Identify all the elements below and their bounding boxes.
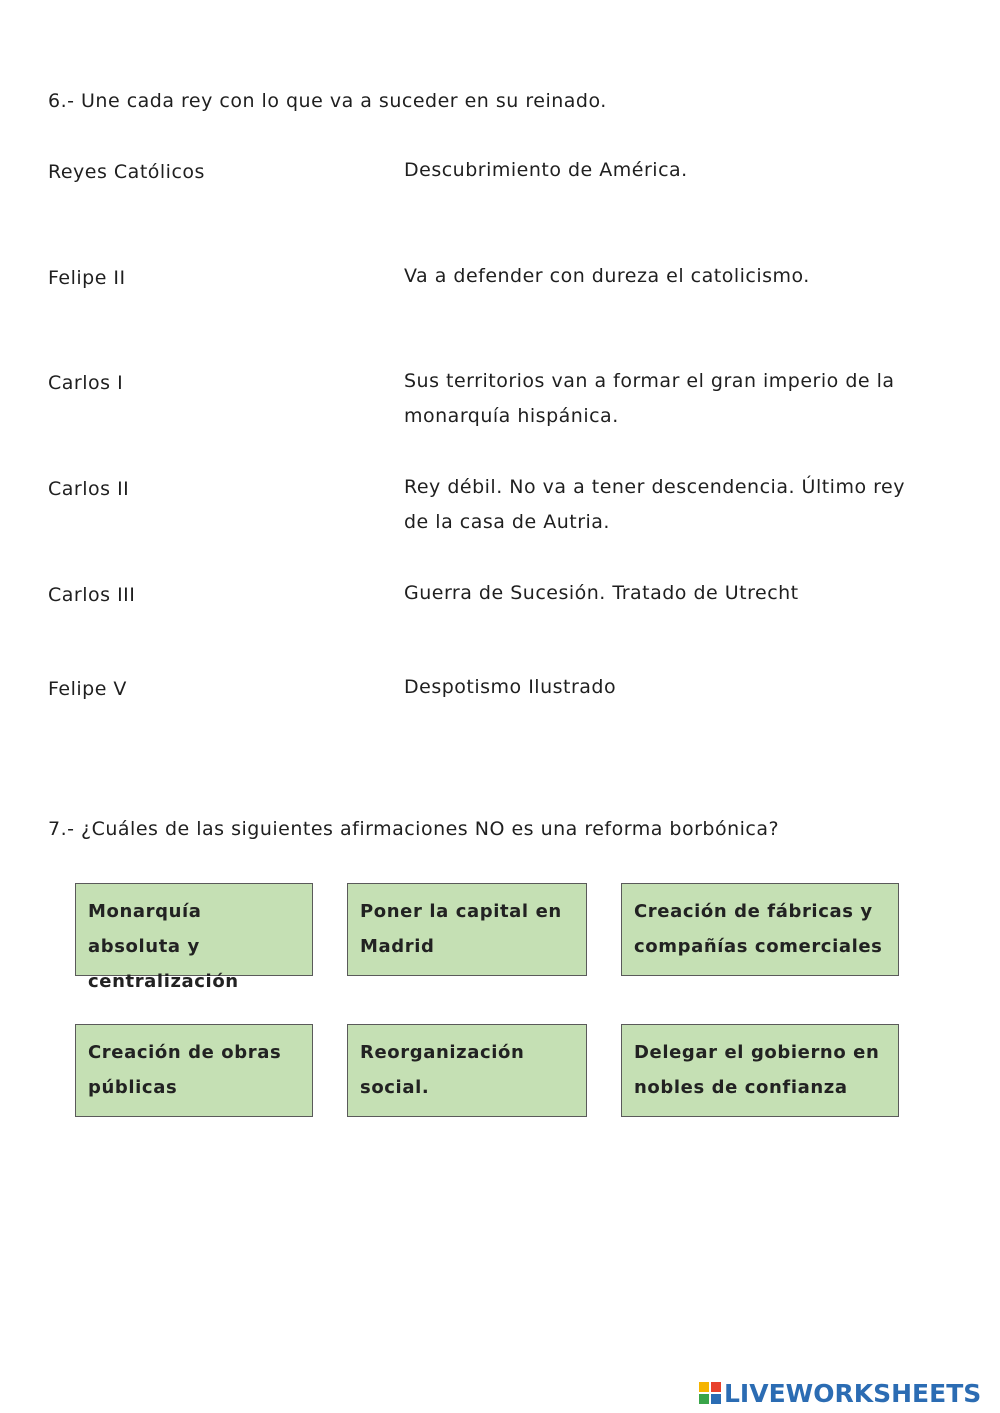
king-label[interactable]: Reyes Católicos [48,161,205,183]
event-label[interactable]: Descubrimiento de América. [404,159,688,181]
event-label[interactable]: Despotismo Ilustrado [404,676,617,698]
option-card[interactable]: Creación de obras públicas [75,1024,313,1117]
king-label[interactable]: Felipe II [48,267,126,289]
king-label[interactable]: Carlos I [48,372,124,394]
event-label[interactable]: Rey débil. No va a tener descendencia. Último rey de la casa de Autria. [404,476,905,533]
question-6-title: 6.- Une cada rey con lo que va a suceder en su reinado. [48,90,607,112]
liveworksheets-brand [698,1378,981,1408]
king-label[interactable]: Carlos III [48,584,136,606]
king-label[interactable]: Felipe V [48,678,127,700]
option-card[interactable]: Monarquía absoluta y centralización [75,883,313,976]
option-card[interactable]: Creación de fábricas y compañías comerciales [621,883,899,976]
option-card[interactable]: Reorganización social. [347,1024,587,1117]
option-card[interactable]: Poner la capital en Madrid [347,883,587,976]
brand-text: LIVEWORKSHEETS [724,1378,982,1408]
king-label[interactable]: Carlos II [48,478,130,500]
option-card[interactable]: Delegar el gobierno en nobles de confianza [621,1024,899,1117]
event-label[interactable]: Guerra de Sucesión. Tratado de Utrecht [404,582,799,604]
question-7-title: 7.- ¿Cuáles de las siguientes afirmaciones NO es una reforma borbónica? [48,818,780,840]
event-label[interactable]: Va a defender con dureza el catolicismo. [404,265,810,287]
event-label[interactable]: Sus territorios van a formar el gran imperio de la monarquía hispánica. [404,370,895,427]
liveworksheets-logo-icon [698,1381,722,1405]
